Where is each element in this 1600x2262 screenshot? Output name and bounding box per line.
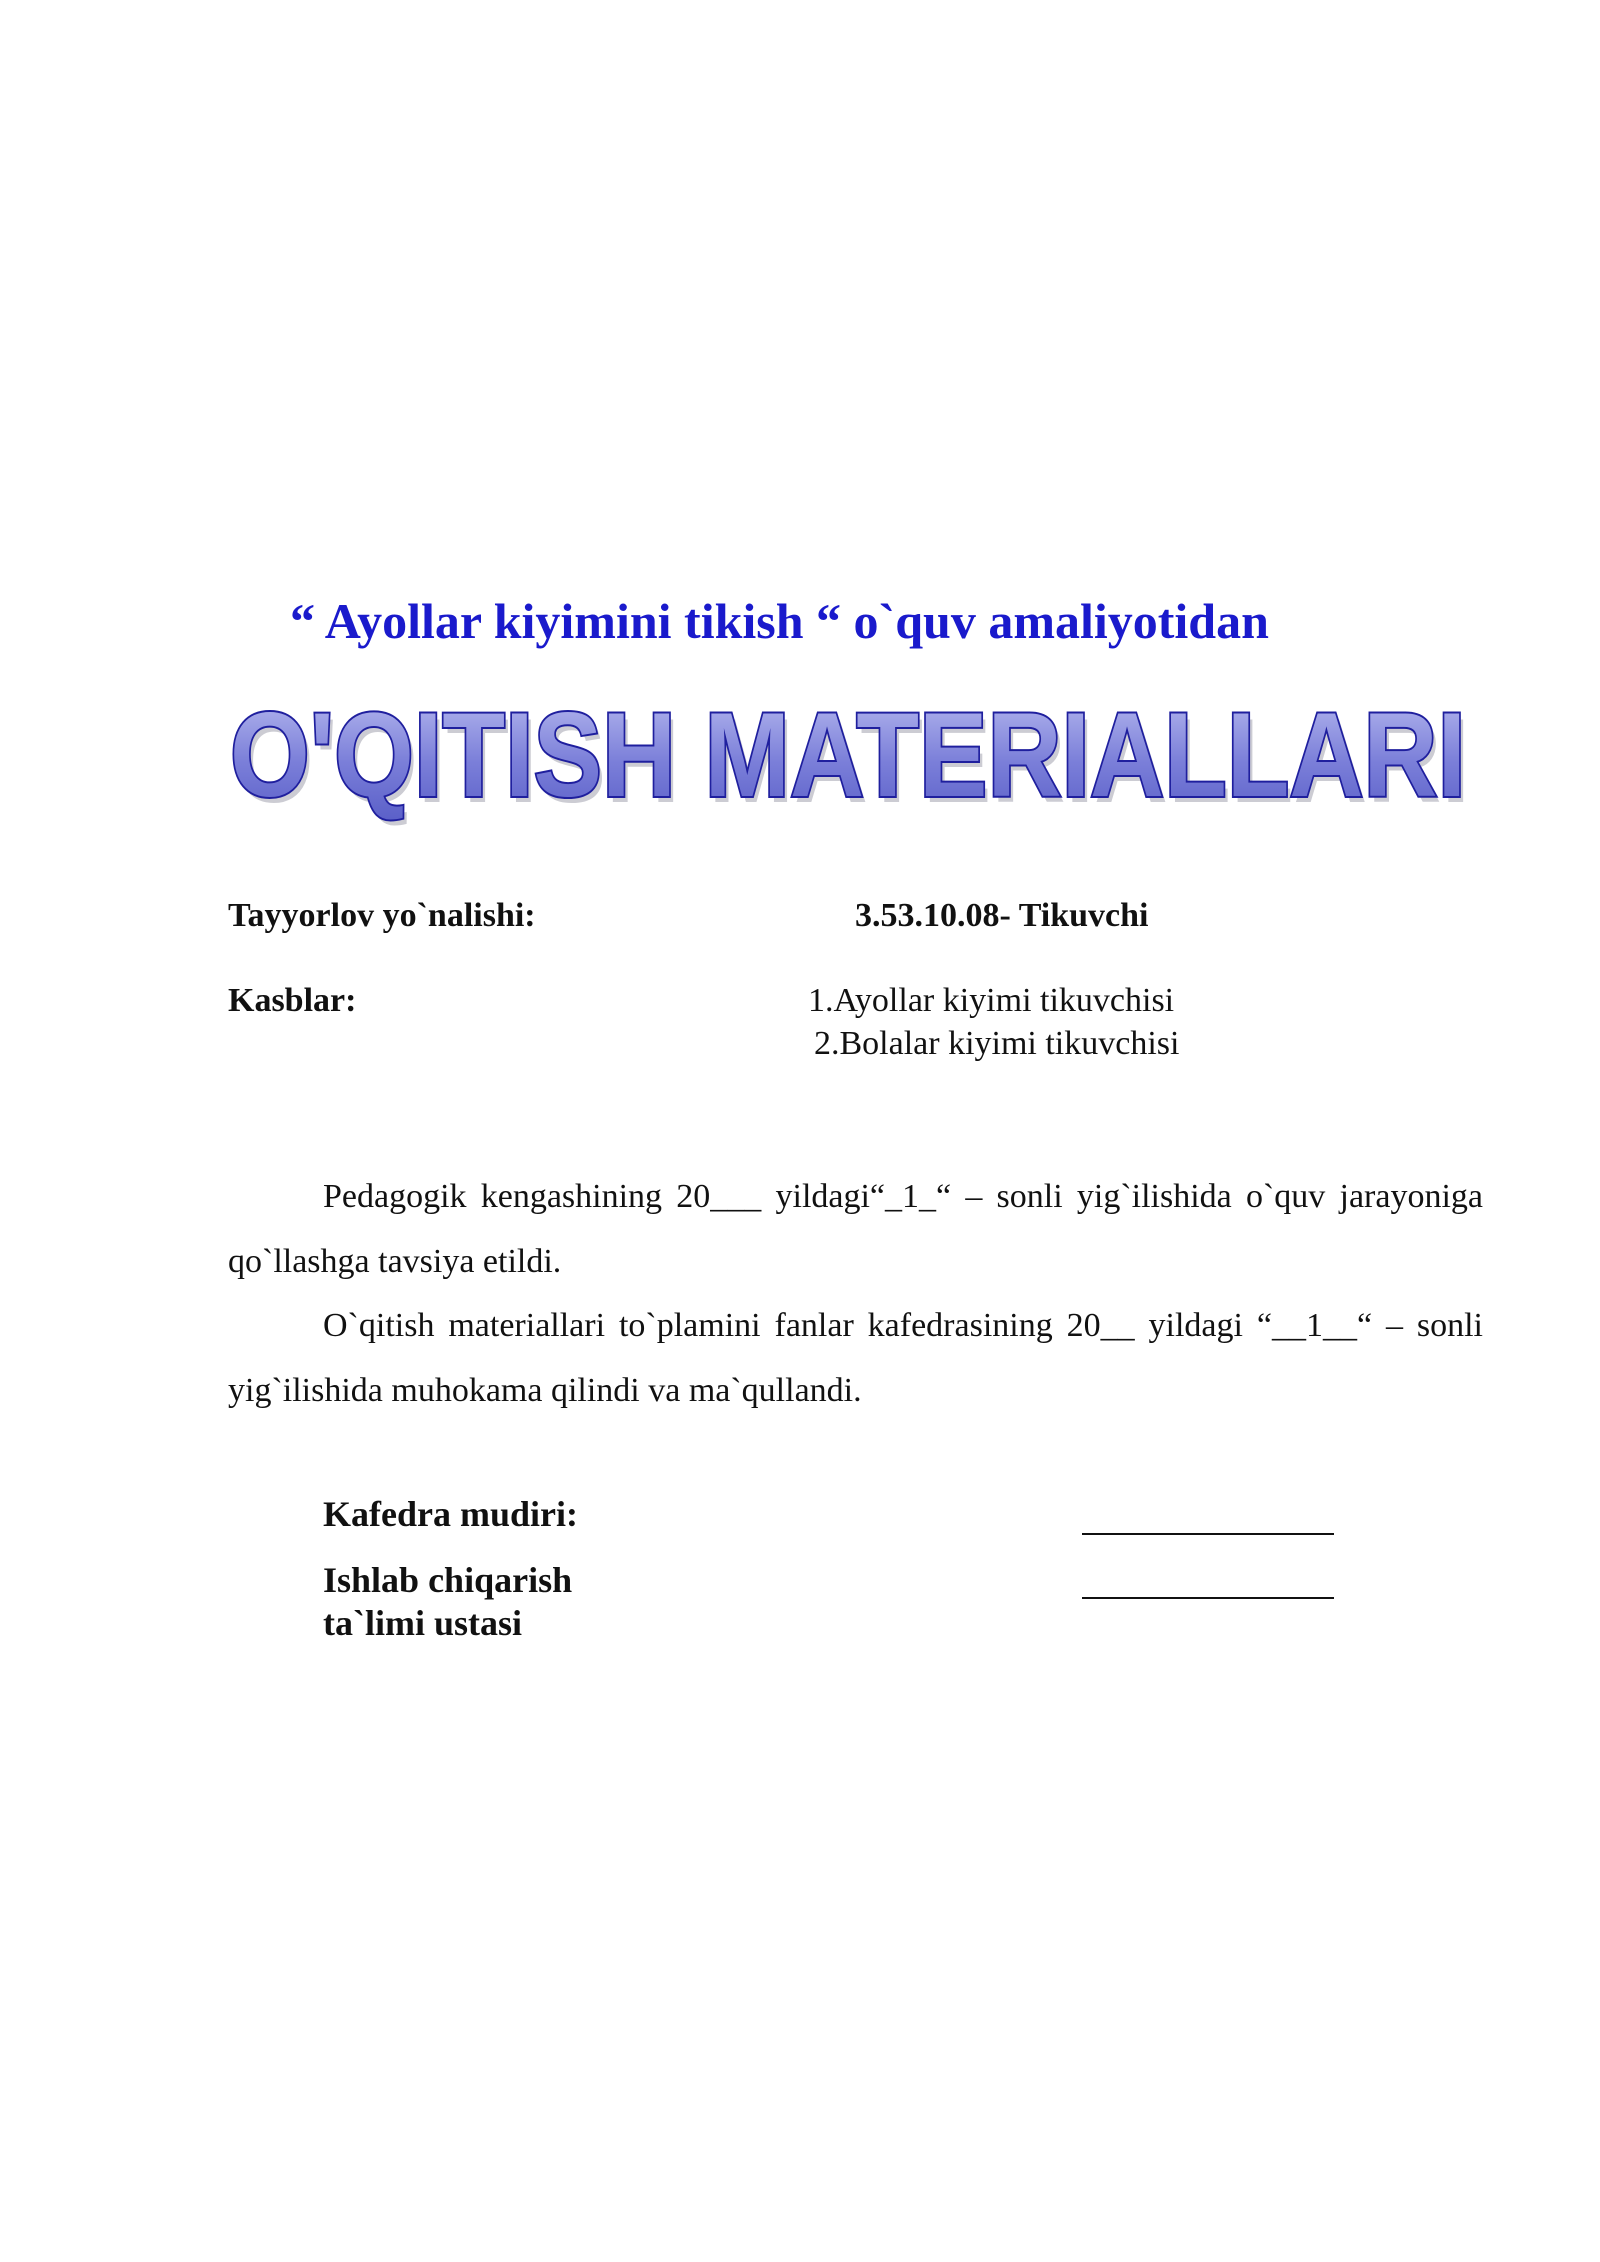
direction-value: 3.53.10.08- Tikuvchi [855, 897, 1149, 934]
main-title: O'QITISH MATERIALLARI [230, 688, 1466, 822]
master-signature-label-line2: ta`limi ustasi [323, 1603, 523, 1643]
document-subtitle: “ Ayollar kiyimini tikish “ o`quv amaliyotidan [290, 593, 1269, 649]
main-title-shadow: O'QITISH MATERIALLARI [234, 694, 1470, 828]
professions-label: Kasblar: [228, 982, 357, 1019]
department-text: O`qitish materiallari to`plamini fanlar kafedrasining 20__ yildagi “__1__“ – sonli yig`ilishida muhokama qilindi va ma`qullandi. [228, 1307, 1483, 1409]
direction-label: Tayyorlov yo`nalishi: [228, 897, 536, 934]
profession-item-2: 2.Bolalar kiyimi tikuvchisi [814, 1025, 1180, 1062]
head-signature-line [1082, 1533, 1334, 1535]
master-signature-line [1082, 1597, 1334, 1599]
council-paragraph [228, 1164, 1483, 1294]
profession-item-1: 1.Ayollar kiyimi tikuvchisi [808, 982, 1175, 1019]
head-signature-label: Kafedra mudiri: [323, 1494, 578, 1534]
department-paragraph [228, 1293, 1483, 1423]
council-text: Pedagogik kengashining 20___ yildagi“_1_“ – sonli yig`ilishida o`quv jarayoniga qo`llashga tavsiya etildi. [228, 1178, 1483, 1280]
master-signature-label-line1: Ishlab chiqarish [323, 1560, 573, 1600]
main-title-wordart [228, 688, 1478, 828]
